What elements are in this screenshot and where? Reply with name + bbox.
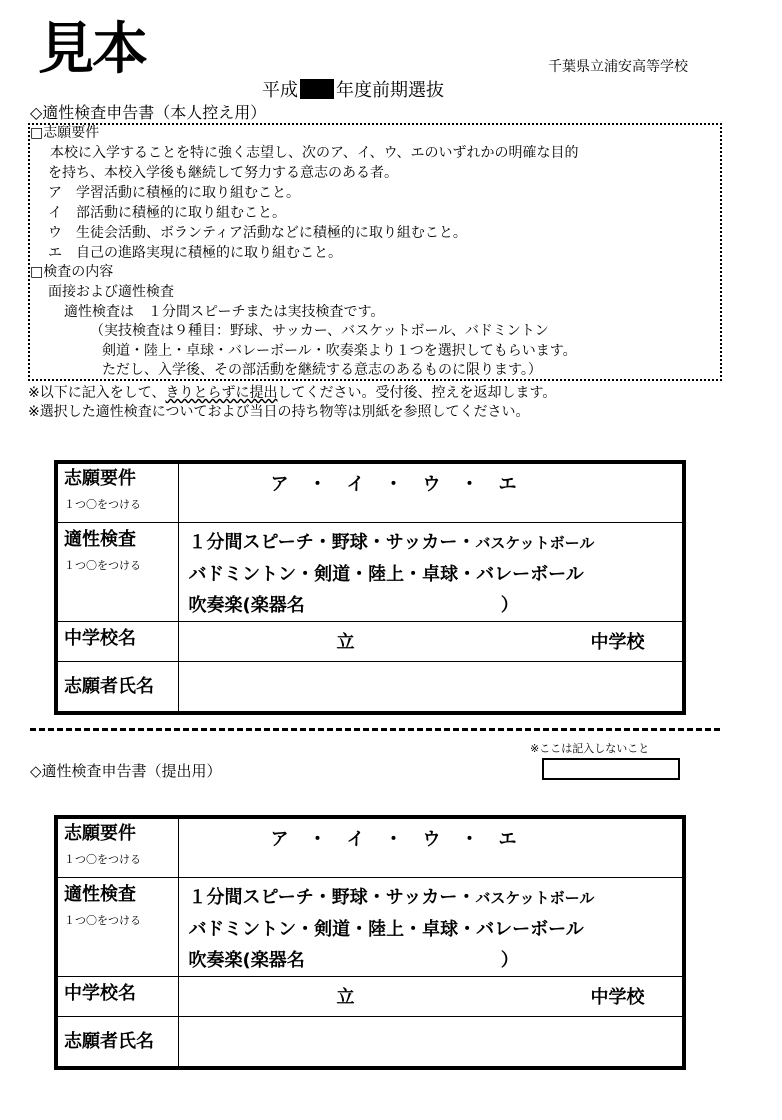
req-options-cell[interactable]: ア ・ イ ・ ウ ・ エ [178, 817, 684, 877]
form-table-copy [54, 460, 686, 715]
year-suffix: 年度前期選抜 [336, 80, 444, 101]
name-input-cell[interactable] [178, 661, 684, 713]
note-reference: ※選択した適性検査についておよび当日の持ち物等は別紙を参照してください。 [28, 404, 530, 420]
name-input-cell[interactable] [178, 1016, 684, 1068]
exam-line-1: 面接および適性検査 [48, 284, 174, 300]
sample-stamp: 見本 [38, 17, 146, 82]
exam-options-cell[interactable]: １分間スピーチ・野球・サッカー・バスケットボール バドミントン・剣道・陸上・卓球・バレーボール 吹奏楽(楽器名 ） [178, 522, 684, 621]
req-item-e: エ 自己の進路実現に積極的に取り組むこと。 [48, 245, 342, 261]
selection-year-title [262, 76, 444, 102]
year-prefix: 平成 [262, 80, 298, 101]
no-entry-note: ※ここは記入しないこと [530, 742, 650, 755]
section-title-submit: ◇適性検査申告書（提出用） [30, 762, 222, 780]
req-label-cell: 志願要件 １つ〇をつける [56, 817, 178, 877]
form-table-submit [54, 815, 686, 1070]
office-use-box [542, 758, 680, 780]
req-options-cell[interactable]: ア ・ イ ・ ウ ・ エ [178, 462, 684, 522]
req-intro-2: を持ち、本校入学後も継続して努力する意志のある者。 [48, 165, 398, 181]
req-item-i: イ 部活動に積極的に取り組むこと。 [48, 205, 286, 221]
school-input-cell[interactable]: 立 中学校 [178, 621, 684, 661]
note-do-not-cut: きりとらずに提出 [165, 385, 278, 401]
school-name: 千葉県立浦安高等学校 [548, 59, 688, 75]
exam-line-4: 剣道・陸上・卓球・バレーボール・吹奏楽より１つを選択してもらいます。 [102, 343, 577, 359]
exam-label-cell: 適性検査 １つ〇をつける [56, 522, 178, 621]
req-item-a: ア 学習活動に積極的に取り組むこと。 [48, 185, 300, 201]
req-label-cell: 志願要件 １つ〇をつける [56, 462, 178, 522]
school-input-cell[interactable]: 立 中学校 [178, 976, 684, 1016]
school-label-cell: 中学校名 [56, 976, 178, 1016]
note-submit: ※以下に記入をして、きりとらずに提出してください。受付後、控えを返却します。 [28, 385, 557, 401]
section-title-copy: ◇適性検査申告書（本人控え用） [30, 103, 267, 122]
cut-line [30, 728, 720, 731]
exam-options-cell[interactable]: １分間スピーチ・野球・サッカー・バスケットボール バドミントン・剣道・陸上・卓球・バレーボール 吹奏楽(楽器名 ） [178, 877, 684, 976]
name-label-cell: 志願者氏名 [56, 1016, 178, 1068]
req-item-u: ウ 生徒会活動、ボランティア活動などに積極的に取り組むこと。 [48, 225, 467, 241]
exam-heading: □検査の内容 [30, 264, 114, 280]
req-intro-1: 本校に入学することを特に強く志望し、次のア、イ、ウ、エのいずれかの明確な目的 [50, 145, 579, 161]
exam-line-3: （実技検査は９種目：野球、サッカー、バスケットボール、バドミントン [90, 323, 549, 339]
redacted-year-box [300, 79, 334, 99]
school-label-cell: 中学校名 [56, 621, 178, 661]
exam-line-5: ただし、入学後、その部活動を継続する意志のあるものに限ります。） [102, 362, 542, 378]
exam-line-2: 適性検査は １分間スピーチまたは実技検査です。 [64, 304, 385, 320]
exam-label-cell: 適性検査 １つ〇をつける [56, 877, 178, 976]
name-label-cell: 志願者氏名 [56, 661, 178, 713]
req-heading: □志願要件 [30, 125, 100, 141]
